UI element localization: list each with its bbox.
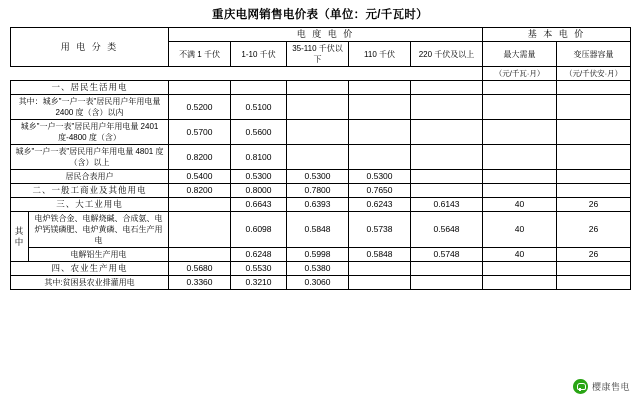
cell-value: [287, 145, 349, 170]
cell-value: 0.5600: [231, 120, 287, 145]
cell-value: 40: [483, 212, 557, 248]
table-row: [11, 248, 631, 262]
cell-value: 0.5848: [287, 212, 349, 248]
header-col-1-10kv: 1-10 千伏: [231, 42, 287, 67]
cell-value: [411, 184, 483, 198]
header-unit-capacity: （元/千伏安·月）: [557, 67, 631, 81]
row-label-residential-tier3: 城乡"一户一表"居民用户年用电量 4801 度（含）以上: [11, 145, 169, 170]
cell-value: [287, 120, 349, 145]
row-label-furnace-alloy: 电炉铁合金、电解烧碱、合成氨、电炉钙镁磷肥、电炉黄磷、电石生产用电: [29, 212, 169, 248]
cell: [411, 81, 483, 95]
cell-value: 0.5748: [411, 248, 483, 262]
section-title-agriculture: 四、农业生产用电: [11, 262, 169, 276]
header-col-220kv: 220 千伏及以上: [411, 42, 483, 67]
cell-value: [557, 120, 631, 145]
cell-value: 0.5300: [231, 170, 287, 184]
cell-value: 0.3210: [231, 276, 287, 290]
cell-value: [411, 276, 483, 290]
table-header-row-groups: [11, 28, 631, 42]
cell: [349, 81, 411, 95]
cell-value: 26: [557, 248, 631, 262]
header-category: 用 电 分 类: [11, 28, 169, 67]
cell: [169, 81, 231, 95]
cell-value: 0.5300: [287, 170, 349, 184]
cell-value: [349, 262, 411, 276]
cell-value: 0.3060: [287, 276, 349, 290]
cell-value: 0.7650: [349, 184, 411, 198]
table-row: [11, 262, 631, 276]
cell-value: 0.5400: [169, 170, 231, 184]
header-col-110kv: 110 千伏: [349, 42, 411, 67]
cell-value: 0.5680: [169, 262, 231, 276]
cell-value: [169, 198, 231, 212]
table-row: [11, 170, 631, 184]
cell-value: [411, 95, 483, 120]
cell-value: 0.6243: [349, 198, 411, 212]
cell-value: 0.6393: [287, 198, 349, 212]
row-label-residential-shared-meter: 居民合表用户: [11, 170, 169, 184]
cell-value: [349, 145, 411, 170]
cell-value: [483, 276, 557, 290]
cell: [483, 81, 557, 95]
cell-value: 0.6098: [231, 212, 287, 248]
table-row: [11, 120, 631, 145]
cell-value: 26: [557, 212, 631, 248]
cell-value: 26: [557, 198, 631, 212]
cell-value: [483, 170, 557, 184]
cell-value: [287, 95, 349, 120]
cell-value: 0.6643: [231, 198, 287, 212]
cell-value: 0.5200: [169, 95, 231, 120]
cell-value: [557, 276, 631, 290]
cell-value: 0.7800: [287, 184, 349, 198]
cell-value: 0.5300: [349, 170, 411, 184]
table-row: [11, 95, 631, 120]
cell-value: [557, 262, 631, 276]
table-row: [11, 198, 631, 212]
cell: [231, 81, 287, 95]
table-row: [11, 145, 631, 170]
leaf-icon: [573, 379, 588, 394]
table-header-row-units: [11, 67, 631, 81]
cell-value: [169, 212, 231, 248]
cell-value: 0.5700: [169, 120, 231, 145]
cell-value: [483, 262, 557, 276]
cell-value: 0.6248: [231, 248, 287, 262]
row-label-text: 城乡"一户一表"居民用户年用电量 2400 度（含）以内: [42, 97, 161, 117]
cell-value: 0.8200: [169, 145, 231, 170]
side-label-text: 其中: [14, 225, 25, 247]
cell-value: 0.5648: [411, 212, 483, 248]
header-col-under-1kv: 不满 1 千伏: [169, 42, 231, 67]
cell-value: 0.5530: [231, 262, 287, 276]
cell-value: [483, 184, 557, 198]
cell-value: [169, 248, 231, 262]
cell-value: 0.8200: [169, 184, 231, 198]
cell-value: [483, 145, 557, 170]
row-prefix: 其中：: [18, 97, 43, 106]
table-row: [11, 212, 631, 248]
cell-value: [349, 276, 411, 290]
cell-value: [349, 95, 411, 120]
cell-value: 0.5848: [349, 248, 411, 262]
cell-value: [557, 145, 631, 170]
watermark-text: 樱康售电: [591, 382, 630, 392]
cell-value: [349, 120, 411, 145]
table-row: [11, 81, 631, 95]
cell-value: 0.6143: [411, 198, 483, 212]
cell-value: [411, 262, 483, 276]
cell-value: 0.5380: [287, 262, 349, 276]
header-group-energy-price: 电 度 电 价: [169, 28, 483, 42]
header-unit-demand: （元/千瓦·月）: [483, 67, 557, 81]
section-title-general-commercial: 二、一般工商业及其他用电: [11, 184, 169, 198]
cell-value: [411, 120, 483, 145]
cell-value: [483, 120, 557, 145]
header-col-35-110kv: 35-110 千伏以下: [287, 42, 349, 67]
cell-value: 40: [483, 248, 557, 262]
cell: [557, 81, 631, 95]
cell-value: [557, 95, 631, 120]
row-label-residential-tier1: [11, 95, 169, 120]
page-title: 重庆电网销售电价表（单位：元/千瓦时）: [212, 9, 428, 21]
header-group-basic-price: 基 本 电 价: [483, 28, 631, 42]
cell: [287, 81, 349, 95]
table-row: [11, 184, 631, 198]
cell-value: 0.5738: [349, 212, 411, 248]
table-row: [11, 276, 631, 290]
cell-value: [557, 184, 631, 198]
section-title-large-industry: 三、大工业用电: [11, 198, 169, 212]
cell-value: [557, 170, 631, 184]
cell-value: [411, 145, 483, 170]
cell-value: 0.3360: [169, 276, 231, 290]
header-col-transformer-capacity: 变压器容量: [557, 42, 631, 67]
electricity-price-table: [10, 27, 631, 290]
side-label-among-which: [11, 212, 29, 262]
header-col-max-demand: 最大需量: [483, 42, 557, 67]
cell-value: [483, 95, 557, 120]
cell-value: 0.8100: [231, 145, 287, 170]
row-label-residential-tier2: 城乡"一户一表"居民用户年用电量 2401 度-4800 度（含）: [11, 120, 169, 145]
watermark: [573, 379, 630, 394]
cell-value: 0.5998: [287, 248, 349, 262]
cell-value: 40: [483, 198, 557, 212]
section-title-residential: 一、居民生活用电: [11, 81, 169, 95]
cell-value: 0.8000: [231, 184, 287, 198]
row-label-poor-county-irrigation: 其中:贫困县农业排灌用电: [11, 276, 169, 290]
cell-value: [411, 170, 483, 184]
row-label-electrolytic-aluminum: 电解铝生产用电: [29, 248, 169, 262]
cell-value: 0.5100: [231, 95, 287, 120]
